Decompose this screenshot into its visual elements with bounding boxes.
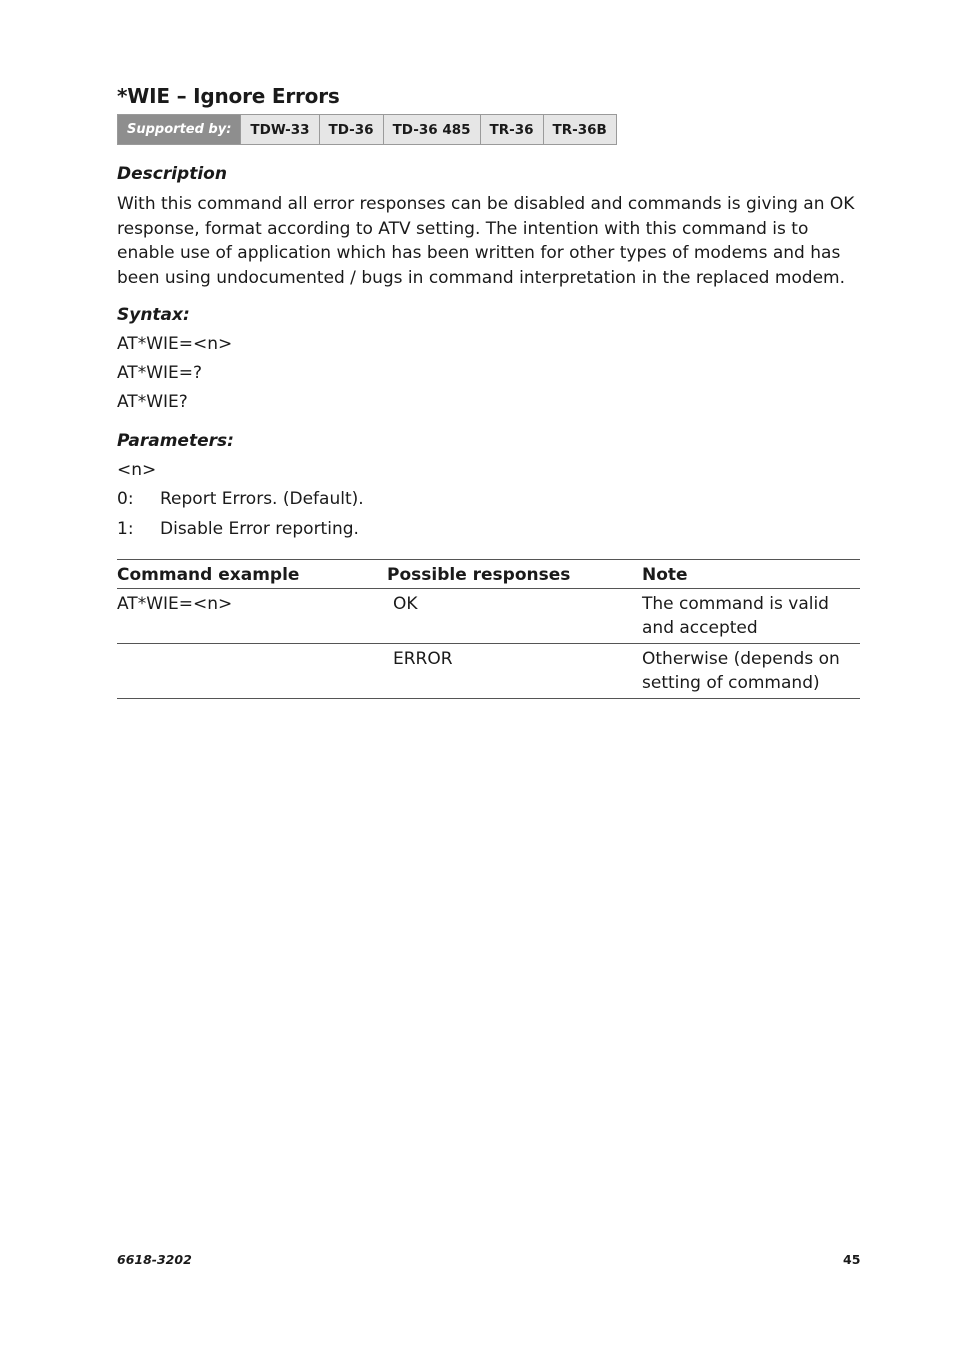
model-tdw-33: TDW-33 (240, 115, 318, 144)
command-cell (117, 644, 387, 699)
parameter-description: Disable Error reporting. (160, 519, 359, 539)
footer-doc-number: 6618-3202 (117, 1252, 192, 1267)
command-cell: AT*WIE=<n> (117, 589, 387, 644)
description-heading: Description (117, 164, 227, 184)
section-title: *WIE – Ignore Errors (117, 84, 340, 108)
supported-by-bar (117, 114, 617, 145)
table-header-row (117, 560, 860, 589)
parameter-key: 0: (117, 489, 134, 509)
response-text: OK (393, 594, 418, 614)
parameter-name: <n> (117, 460, 157, 480)
syntax-heading: Syntax: (117, 305, 190, 325)
syntax-line: AT*WIE=? (117, 363, 203, 383)
column-header-command: Command example (117, 560, 387, 589)
syntax-line: AT*WIE=<n> (117, 334, 233, 354)
supported-by-label: Supported by: (118, 115, 240, 144)
model-td-36-485: TD-36 485 (383, 115, 480, 144)
parameter-value (117, 489, 364, 509)
response-cell (387, 589, 642, 644)
model-td-36: TD-36 (319, 115, 383, 144)
parameters-heading: Parameters: (117, 431, 234, 451)
note-cell: Otherwise (depends on setting of command) (642, 644, 860, 699)
syntax-line: AT*WIE? (117, 392, 188, 412)
column-header-responses: Possible responses (387, 560, 642, 589)
command-example-table (117, 559, 860, 699)
response-text: ERROR (393, 649, 453, 669)
note-cell: The command is valid and accepted (642, 589, 860, 644)
table-row (117, 589, 860, 644)
description-text: With this command all error responses can be disabled and commands is giving an OK response, format according to ATV setting. The intention with this command is to enable use of application which has been written for other types of modems and has been using undocumented / bugs in command interpretation in the replaced modem. (117, 194, 855, 288)
response-cell (387, 644, 642, 699)
parameter-value (117, 519, 359, 539)
parameter-key: 1: (117, 519, 134, 539)
column-header-note: Note (642, 560, 860, 589)
model-tr-36b: TR-36B (543, 115, 616, 144)
model-tr-36: TR-36 (480, 115, 543, 144)
footer-page-number: 45 (843, 1252, 861, 1267)
parameter-description: Report Errors. (Default). (160, 489, 364, 509)
table-row (117, 644, 860, 699)
